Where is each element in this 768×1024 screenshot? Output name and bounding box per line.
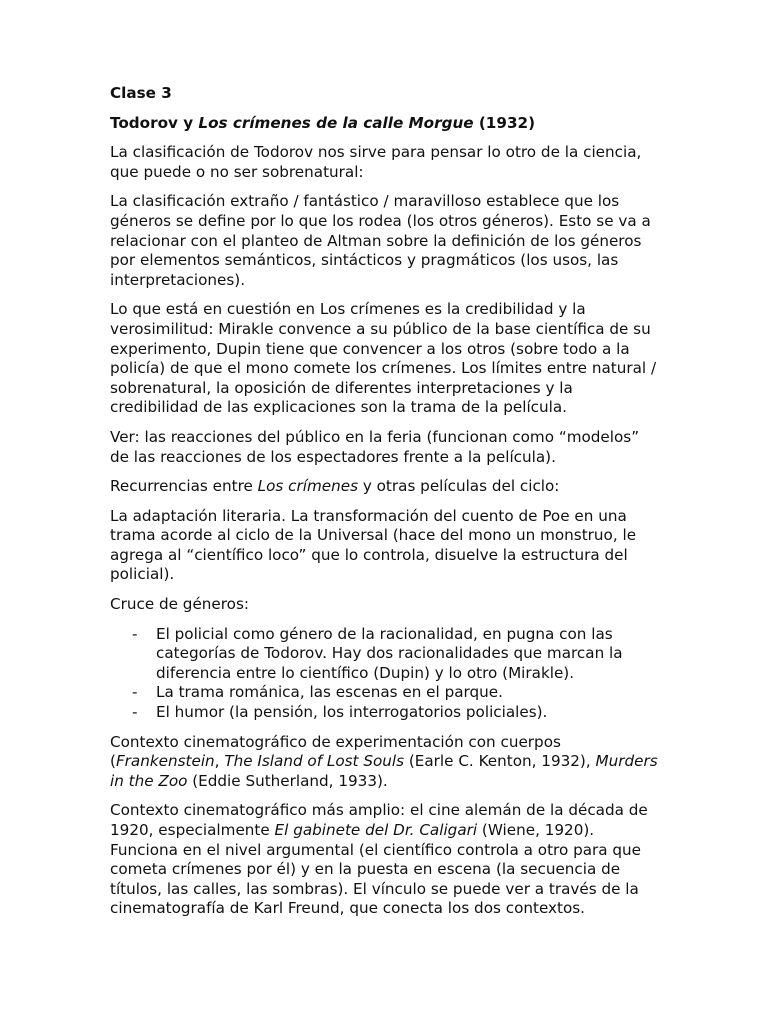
paragraph-credibility: Lo que está en cuestión en Los crímenes es la credibilidad y la verosimilitud: Mirakle convence a su público de la base científica de su experimento, Dupin tiene que convencer a los otros (sobre todo a la policía) de que el mono comete los crímenes. Los límites entre natural / sobrenatural, la oposición de diferentes interpretaciones y la credibilidad de las explicaciones son la trama de la película. — [110, 300, 657, 417]
list-item — [110, 625, 662, 684]
genre-crossing-list — [110, 625, 662, 723]
film-title-island: The Island of Lost Souls — [224, 752, 405, 771]
subtitle-text: Todorov y — [110, 113, 199, 132]
german-cinema-text-end: (Wiene, 1920). Funciona en el nivel argumental (el científico controla a otro para que cometa crímenes por él) y en la puesta en escena (la secuencia de títulos, las calles, las sombras). El vínculo se puede ver a través de la cinematografía de Karl Freund, que conecta los dos contextos. — [110, 821, 642, 918]
film-title-zoo: Murders in the Zoo — [110, 752, 658, 790]
paragraph-reactions: Ver: las reacciones del público en la feria (funcionan como “modelos” de las reacciones de los espectadores frente a la película). — [110, 427, 640, 466]
context-separator: , — [214, 752, 225, 771]
paragraph-classification: La clasificación extraño / fantástico / maravilloso establece que los géneros se define por lo que los rodea (los otros géneros). Esto se va a relacionar con el planteo de Altman sobre la definición de los géneros por elementos semánticos, sintácticos y pragmáticos (los usos, las interpretaciones). — [110, 192, 651, 289]
list-item — [110, 703, 662, 723]
list-dash: - — [132, 683, 138, 702]
subtitle-film-title: Los crímenes de la calle Morgue — [198, 113, 474, 132]
context-text: Contexto cinematográfico de experimentación con cuerpos ( — [110, 732, 561, 771]
page-title: Clase 3 — [110, 84, 172, 102]
list-item — [110, 683, 662, 703]
recurrences-text-end: y otras películas del ciclo: — [358, 477, 560, 496]
recurrences-film-title: Los crímenes — [257, 477, 358, 496]
list-item-text: La trama románica, las escenas en el parque. — [156, 683, 503, 702]
subtitle-year: (1932) — [473, 113, 536, 132]
paragraph-german-cinema — [110, 801, 662, 919]
document-page — [110, 84, 662, 929]
page-subtitle — [110, 114, 662, 134]
context-credit-end: (Eddie Sutherland, 1933). — [187, 771, 388, 790]
film-title-frankenstein: Frankenstein — [115, 752, 215, 771]
paragraph-recurrences — [110, 477, 662, 497]
german-cinema-text: Contexto cinematográfico más amplio: el cine alemán de la década de 1920, especialmente — [110, 801, 648, 839]
paragraph-experimentation-context — [110, 733, 662, 792]
recurrences-text: Recurrencias entre — [110, 477, 258, 496]
context-credit: (Earle C. Kenton, 1932), — [404, 752, 596, 771]
film-title-caligari: El gabinete del Dr. Caligari — [274, 821, 478, 839]
paragraph-todorov: La clasificación de Todorov nos sirve para pensar lo otro de la ciencia, que puede o no ser sobrenatural: — [110, 143, 642, 181]
list-item-text: El humor (la pensión, los interrogatorios policiales). — [156, 703, 548, 722]
list-item-text: El policial como género de la racionalidad, en pugna con las categorías de Todorov. Hay dos racionalidades que marcan la diferencia entre lo científico (Dupin) y lo otro (Mirakle). — [156, 624, 623, 682]
list-dash: - — [132, 703, 138, 722]
paragraph-genre-crossing: Cruce de géneros: — [110, 595, 249, 614]
paragraph-adaptation: La adaptación literaria. La transformación del cuento de Poe en una trama acorde al ciclo de la Universal (hace del mono un monstruo, le agrega al “científico loco” que lo controla, disuelve la estructura del policial). — [110, 506, 637, 584]
list-dash: - — [132, 624, 138, 643]
